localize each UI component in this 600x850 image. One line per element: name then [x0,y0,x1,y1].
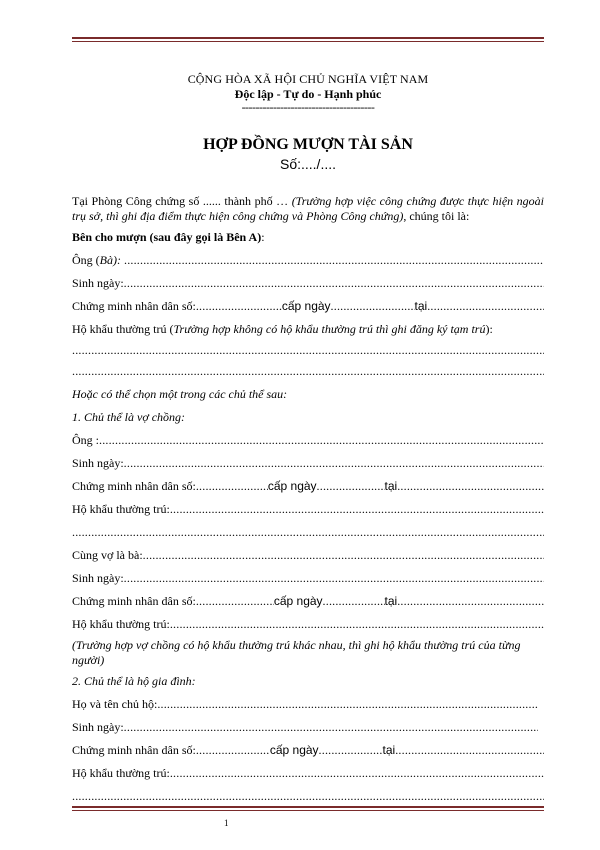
at-label: tại [384,479,398,493]
household-residence-fill [72,789,544,804]
residence-label: Hộ khẩu thường trú: [72,617,170,631]
fill-dots [319,743,383,758]
fill-dots [196,479,268,494]
husband-id-line [72,479,544,494]
residence-fill-line-1 [72,343,544,358]
alt-note: Hoặc có thể chọn một trong các chủ thể sau: [72,387,288,401]
residence-note: Trường hợp không có hộ khẩu thường trú thì ghi đăng ký tạm trú [173,322,486,336]
wife-line [72,548,544,563]
id-label: Chứng minh nhân dân số: [72,299,196,313]
dob-fill-dots [124,276,544,291]
id-fill-dots [196,299,282,314]
fill-dots [124,456,544,471]
party-a-name-line [72,253,544,268]
fill-dots [143,548,544,563]
issued-label: cấp ngày [281,299,331,313]
top-border-rule [72,37,544,42]
id-label: Chứng minh nhân dân số: [72,594,196,608]
name-label: Ông ( [72,253,100,267]
document-title: HỢP ĐỒNG MƯỢN TÀI SẢN [203,136,413,153]
husband-dob-line [72,456,544,471]
party-a-id-line [72,299,544,314]
party-a-heading-text: Bên cho mượn (sau đây gọi là Bên A) [72,230,262,244]
fill-dots [397,594,544,609]
party-a-heading-colon: : [261,230,265,244]
at-label: tại [414,299,428,313]
couple-note: (Trường hợp vợ chồng có hộ khẩu thường trú khác nhau, thì ghi hộ khẩu thường trú của từng người) [72,638,521,667]
fill-dots [196,594,274,609]
header-dashes: -------------------------------------- [241,100,375,114]
dob-label: Sinh ngày: [72,571,124,585]
wife-label: Cùng vợ là bà: [72,548,143,562]
household-head-line [72,697,544,712]
issued-label: cấp ngày [273,594,323,608]
wife-dob-line [72,571,544,586]
wife-id-line [72,594,544,609]
intro-note: (Trường hợp việc công chứng được thực hiện ngoài trụ sở, thì ghi địa điểm thực hiện công chứng và Phòng Công chứng) [72,194,545,223]
residence-fill-line-2 [72,364,544,379]
fill-dots [124,571,544,586]
couple-heading: 1. Chủ thể là vợ chồng: [72,410,186,424]
fill-dots [157,697,538,712]
party-a-dob-line [72,276,544,291]
husband-line [72,433,544,448]
husband-label: Ông : [72,433,99,447]
issued-label: cấp ngày [269,743,319,757]
name-label-italic: Bà): [99,253,121,267]
husband-residence-fill [72,525,544,540]
fill-dots [72,343,544,358]
id-label: Chứng minh nhân dân số: [72,743,196,757]
document-body [72,194,544,804]
fill-dots [317,479,385,494]
fill-dots [72,364,544,379]
at-label: tại [382,743,396,757]
intro-tail: , chúng tôi là: [403,209,470,223]
motto: Độc lập - Tự do - Hạnh phúc [234,87,382,101]
fill-dots [170,766,544,781]
husband-fill-dots [99,433,544,448]
nation-header: CỘNG HÒA XÃ HỘI CHỦ NGHĨA VIỆT NAM [187,72,429,86]
husband-residence-line [72,502,544,517]
dob-label: Sinh ngày: [72,456,124,470]
household-dob-line [72,720,544,735]
dob-label: Sinh ngày: [72,276,124,290]
residence-label: Hộ khẩu thường trú: [72,766,170,780]
household-id-line [72,743,544,758]
dob-label: Sinh ngày: [72,720,124,734]
fill-dots [72,789,544,804]
household-residence-line [72,766,544,781]
residence-end: ): [485,322,493,336]
fill-dots [323,594,385,609]
party-a-residence [72,322,544,337]
page-number: 1 [224,818,229,828]
bottom-border-rule [72,806,544,811]
intro-paragraph [72,194,544,224]
document-number: Số:..../.... [279,156,337,172]
id-label: Chứng minh nhân dân số: [72,479,196,493]
name-fill-dots [124,253,544,268]
fill-dots [170,617,544,632]
residence-label: Hộ khẩu thường trú ( [72,322,174,336]
intro-lead: Tại Phòng Công chứng số ...... thành phố … [72,194,292,208]
head-label: Họ và tên chủ hộ: [72,697,158,711]
fill-dots [170,502,544,517]
fill-dots [395,743,544,758]
residence-label: Hộ khẩu thường trú: [72,502,170,516]
at-fill-dots [427,299,544,314]
fill-dots [124,720,538,735]
household-heading: 2. Chủ thể là hộ gia đình: [72,674,196,688]
issued-label: cấp ngày [267,479,317,493]
party-a-heading [72,230,544,245]
issued-fill-dots [331,299,415,314]
fill-dots [72,525,544,540]
fill-dots [397,479,544,494]
fill-dots [196,743,270,758]
wife-residence-line [72,617,544,632]
at-label: tại [384,594,398,608]
